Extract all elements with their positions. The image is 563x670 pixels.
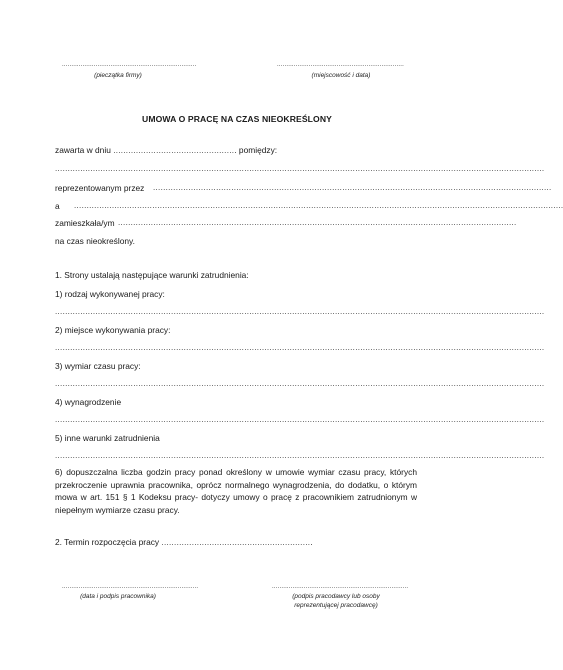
item3-label: 3) wymiar czasu pracy: [55,361,141,371]
item2-label: 2) miejsce wykonywania pracy: [55,325,171,335]
item3-dots: .................................................................................................................................................................................................. [55,379,545,388]
a-label: a [55,201,60,211]
company-stamp-dots: ........................................................................ [62,62,197,68]
reprezentowanym-dots: .............................................................................................................................................................. [153,183,552,192]
party-employer-dots: .................................................................................................................................................................................................. [55,164,545,173]
zawarta-date-dots: ................................................ [113,146,235,155]
zamieszkala-dots: .............................................................................................................................................................. [118,218,517,227]
place-date-caption: (miejscowość i data) [311,72,371,79]
section1-heading: 1. Strony ustalają następujące warunki zatrudnienia: [55,270,249,280]
zawarta-line [55,145,277,155]
start-date-dots: ........................................................... [161,538,311,547]
employee-signature-caption: (data i podpis pracownika) [80,593,156,600]
place-date-dots: .................................................................... [277,62,404,68]
start-date-line [55,537,313,547]
company-stamp-caption: (pieczątka firmy) [94,72,142,79]
zawarta-suffix: . pomiędzy: [234,145,278,155]
item1-dots: .................................................................................................................................................................................................. [55,307,545,316]
reprezentowanym-label: reprezentowanym przez [55,183,145,193]
document-title: UMOWA O PRACĘ NA CZAS NIEOKREŚLONY [142,114,332,124]
a-dots: .................................................................................................................................................................................................. [74,201,563,210]
item5-dots: .................................................................................................................................................................................................. [55,451,545,460]
item6-paragraph: 6) dopuszczalna liczba godzin pracy ponad określony w umowie wymiar czasu pracy, których przekroczenie uprawnia pracownika, oprócz normalnego wynagrodzenia, do dodatku, o którym mowa w art. 151 § 1 Kodeksu pracy- dotyczy umowy o pracę z pracownikiem zatrudnionym w niepełnym wymiarze czasu pracy. [55,467,417,515]
employer-signature-dots: ......................................................................... [272,584,409,590]
item5-label: 5) inne warunki zatrudnienia [55,433,160,443]
zawarta-prefix: zawarta w dniu [55,145,114,155]
na-czas-label: na czas nieokreślony. [55,236,135,246]
item1-label: 1) rodzaj wykonywanej pracy: [55,289,165,299]
item4-label: 4) wynagrodzenie [55,397,122,407]
employer-signature-caption-2: reprezentującej pracodawcę) [294,602,378,609]
employer-signature-caption-1: (podpis pracodawcy lub osoby [292,593,380,600]
start-date-end: . [310,537,313,547]
start-date-label: 2. Termin rozpoczęcia pracy [55,537,162,547]
item2-dots: .................................................................................................................................................................................................. [55,343,545,352]
employee-signature-dots: ......................................................................... [62,584,199,590]
item4-dots: .................................................................................................................................................................................................. [55,415,545,424]
zamieszkala-label: zamieszkała/ym [55,218,115,228]
